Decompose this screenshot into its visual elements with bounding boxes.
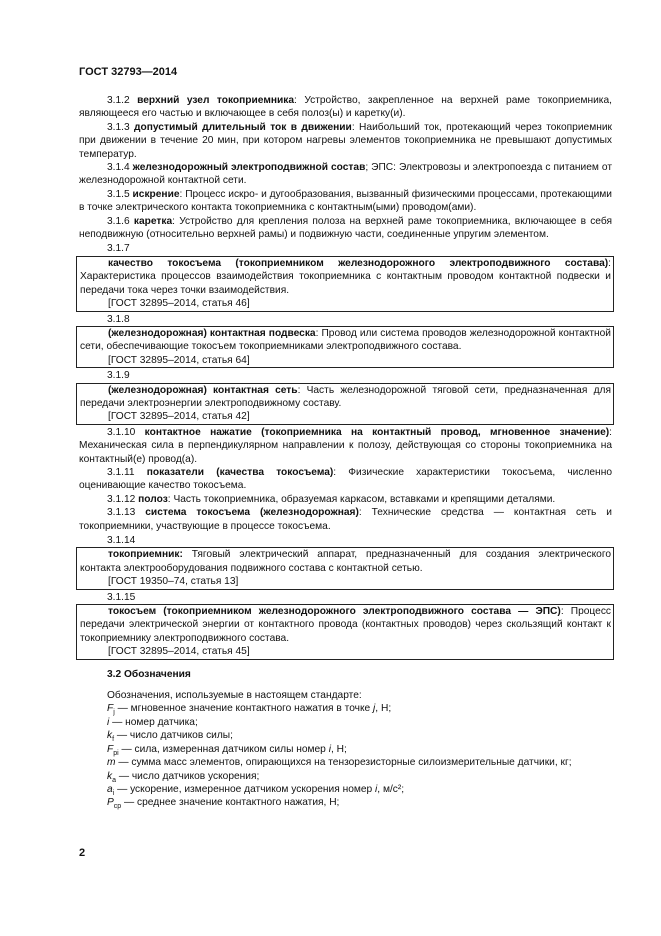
symbol-item [79,783,612,796]
symbol-variable: j [373,703,376,715]
symbol-text: — ускорение, измеренное датчиком ускорения номер [114,783,376,795]
term-3-1-11: 3.1.11 показатели (качества токосъема): Физические характеристики токосъема, численно оценивающие качество токосъема. [79,466,612,492]
term-3-1-3: 3.1.3 допустимый длительный ток в движении: Наибольший ток, протекающий через токоприемник при движении в течение 20 мин, при котором нагревы элементов токоприемника не превышают допустимых температур. [79,121,612,160]
symbol-subscript: j [113,709,115,717]
term-3-1-14: токоприемник: Тяговый электрический аппарат, предназначенный для создания электрического контакта электрооборудования подвижного состава с контактной сетью. [80,549,611,574]
term-3-1-15-number: 3.1.15 [107,591,136,603]
symbol: P [107,797,114,809]
symbols-intro: Обозначения, используемые в настоящем стандарте: [107,690,362,702]
term-3-1-2: 3.1.2 верхний узел токоприемника: Устройство, закрепленное на верхней раме токоприемника, являющееся его частью и включающее в себя полоз(ы) и каретку(и). [79,95,612,120]
page-number: 2 [79,847,86,859]
term-3-1-8-reference: [ГОСТ 32895–2014, статья 64] [108,354,250,366]
symbol-subscript: pi [113,749,119,757]
symbol-subscript: i [112,789,115,797]
symbols-list [79,702,612,809]
term-3-1-9-box [76,383,614,425]
symbol-item [79,743,612,756]
symbol: F [107,743,114,755]
symbol: F [107,703,114,715]
term-3-1-15-reference: [ГОСТ 32895–2014, статья 45] [108,646,250,658]
symbol-item [79,770,612,783]
symbol-text: — сила, измеренная датчиком силы номер [118,743,329,755]
term-3-1-8-box [76,326,614,368]
symbol-item [79,702,612,715]
symbol-text: — число датчиков ускорения; [116,770,260,782]
term-3-1-6: 3.1.6 каретка: Устройство для крепления полоза на верхней раме токоприемника, включающее в себя неподвижную (относительно верхней рамы) и подвижную части, соединенные упругим элементом. [79,215,612,241]
symbol-text: — число датчиков силы; [114,730,233,742]
symbol-tail: , м/с²; [377,783,405,795]
section-heading: 3.2 Обозначения [107,668,191,680]
term-3-1-9-reference: [ГОСТ 32895–2014, статья 42] [108,411,250,423]
term-3-1-14-reference: [ГОСТ 19350–74, статья 13] [108,576,239,588]
symbol: k [107,770,113,782]
symbol: a [107,783,113,795]
term-3-1-9-number: 3.1.9 [107,370,130,382]
term-3-1-12: 3.1.12 полоз: Часть токоприемника, образуемая каркасом, вставками и крепящими деталями. [107,493,556,505]
term-3-1-13: 3.1.13 система токосъема (железнодорожная): Технические средства — контактная сеть и токоприемники, участвующие в процессе токосъема. [79,507,612,532]
symbol-text: — мгновенное значение контактного нажатия в точке [114,703,374,715]
page-header: ГОСТ 32793—2014 [79,66,178,78]
symbol-variable: i [375,783,378,795]
symbol-item [79,729,612,742]
term-3-1-8: (железнодорожная) контактная подвеска: Провод или система проводов железнодорожной контактной сети, обеспечивающие токосъем токоприемниками электроподвижного состава. [80,327,611,353]
term-3-1-7-box [76,256,614,312]
term-3-1-4: 3.1.4 железнодорожный электроподвижной состав; ЭПС: Электровозы и электропоезда с питанием от железнодорожной контактной сети. [79,162,612,187]
document-body [79,94,612,810]
term-3-1-7-number: 3.1.7 [107,243,130,255]
term-3-1-14-number: 3.1.14 [107,535,136,546]
symbol-tail: , Н; [330,743,347,755]
symbol-item [79,756,612,769]
term-3-1-5: 3.1.5 искрение: Процесс искро- и дугообразования, вызванный физическими процессами, протекающими в точке электрического контакта токоприемника с контактным(ыми) проводом(ами). [79,188,612,214]
term-3-1-14-box [76,547,614,589]
symbol-text: — номер датчика; [109,716,198,728]
symbol: k [107,730,113,742]
symbol-item [79,796,612,809]
symbol: m [107,757,116,769]
term-3-1-7-reference: [ГОСТ 32895–2014, статья 46] [108,298,250,310]
symbol-text: — сумма масс элементов, опирающихся на тензорезисторные силоизмерительные датчики, кг; [115,757,572,769]
term-3-1-15: токосъем (токоприемником железнодорожного электроподвижного состава — ЭПС): Процесс передачи электрической энергии от контактного провода (контактных проводов) через скользящий контакт к токоприемнику электроподвижного состава. [80,606,612,644]
symbol-item [79,716,612,729]
symbol: i [107,716,110,728]
term-3-1-7: качество токосъема (токоприемником железнодорожного электроподвижного состава): Характеристика процессов взаимодействия токоприемника с контактным проводом контактной подвески и передачи тока через точки взаимодействия. [80,257,611,296]
term-3-1-10: 3.1.10 контактное нажатие (токоприемника на контактный провод, мгновенное значение): Механическая сила в перпендикулярном направлении к полозу, действующая со стороны токоприемника на контактный(е) провод(а). [79,426,612,465]
symbol-subscript: ср [113,803,122,811]
symbol-subscript: a [112,776,116,784]
symbol-subscript: f [112,736,115,744]
term-3-1-15-box [76,604,614,660]
term-3-1-9: (железнодорожная) контактная сеть: Часть железнодорожной тяговой сети, предназначенная для передачи электроэнергии электроподвижному составу. [80,384,611,409]
symbol-tail: , Н; [375,703,392,715]
symbol-text: — среднее значение контактного нажатия, Н; [121,797,340,809]
term-3-1-8-number: 3.1.8 [107,313,130,325]
symbol-variable: i [328,743,331,755]
